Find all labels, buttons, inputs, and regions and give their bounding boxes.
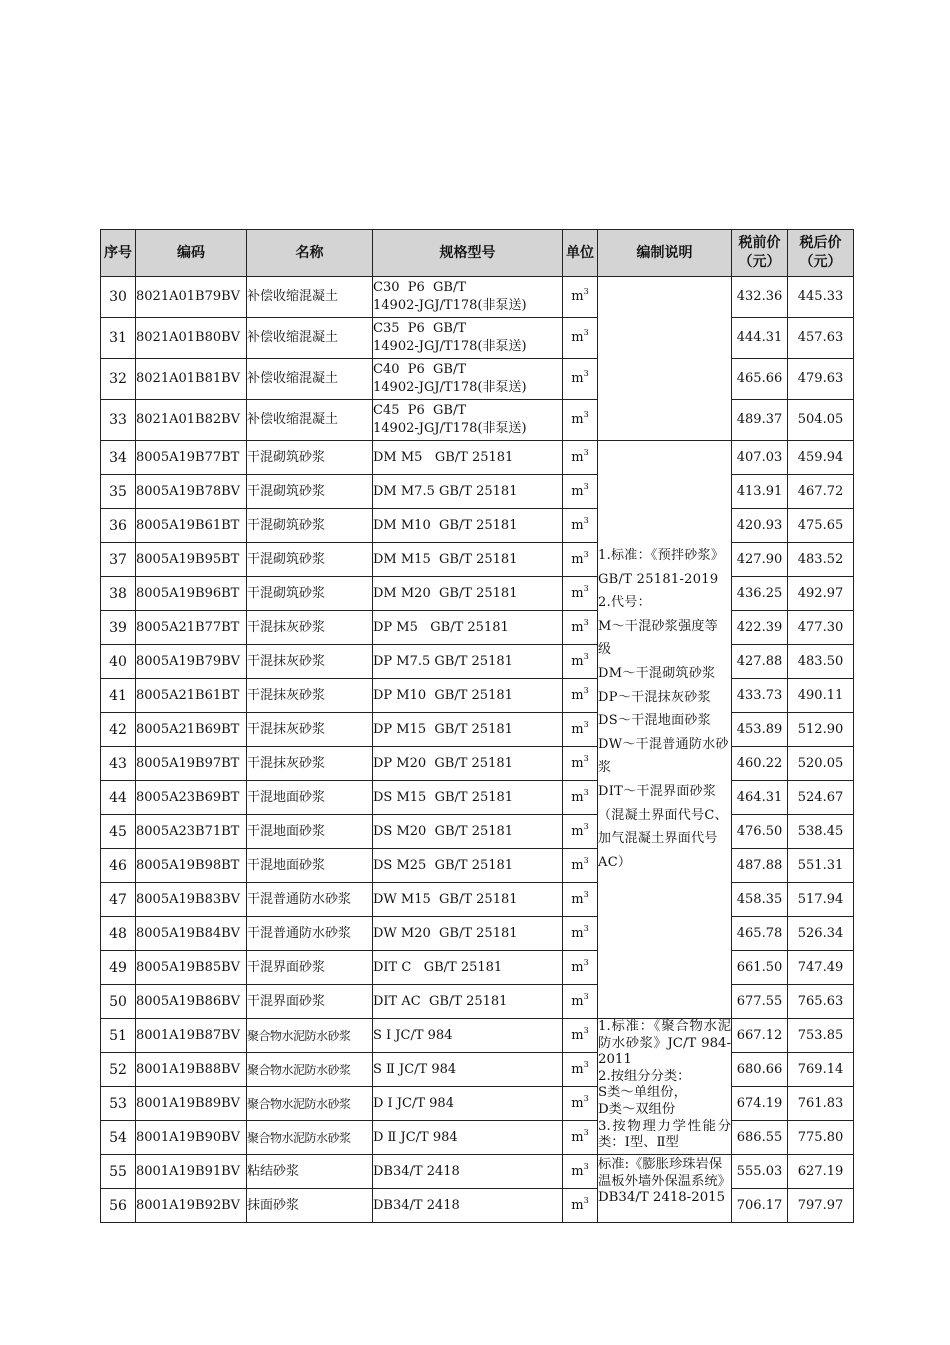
- unit-base: m: [571, 653, 584, 669]
- row-name: 干混砌筑砂浆: [247, 543, 373, 577]
- row-unit: [563, 359, 598, 400]
- unit-power: 3: [583, 328, 589, 337]
- row-name: 补偿收缩混凝土: [247, 359, 373, 400]
- table-row: [101, 277, 854, 318]
- row-post-tax: 761.83: [788, 1087, 854, 1121]
- row-unit: [563, 781, 598, 815]
- unit-power: 3: [583, 515, 589, 525]
- row-pre-tax: 464.31: [732, 781, 788, 815]
- row-spec: DP M7.5 GB/T 25181: [373, 645, 563, 679]
- row-code: 8005A19B98BT: [136, 849, 247, 883]
- row-unit: [563, 1121, 598, 1155]
- unit-base: m: [571, 412, 584, 427]
- row-spec: C30 P6 GB/T 14902-JGJ/T178(非泵送): [373, 277, 563, 318]
- row-pre-tax: 487.88: [732, 849, 788, 883]
- row-seq: 30: [101, 277, 136, 318]
- row-spec: DIT AC GB/T 25181: [373, 985, 563, 1019]
- row-seq: 47: [101, 883, 136, 917]
- row-code: 8005A19B95BT: [136, 543, 247, 577]
- row-seq: 51: [101, 1019, 136, 1053]
- row-spec: DM M5 GB/T 25181: [373, 441, 563, 475]
- row-pre-tax: 432.36: [732, 277, 788, 318]
- row-spec: DB34/T 2418: [373, 1155, 563, 1189]
- unit-power: 3: [583, 685, 589, 695]
- row-pre-tax: 555.03: [732, 1155, 788, 1189]
- header-spec: 规格型号: [373, 230, 563, 277]
- row-post-tax: 765.63: [788, 985, 854, 1019]
- row-seq: 48: [101, 917, 136, 951]
- row-pre-tax: 677.55: [732, 985, 788, 1019]
- row-name: 干混界面砂浆: [247, 985, 373, 1019]
- row-seq: 43: [101, 747, 136, 781]
- row-post-tax: 517.94: [788, 883, 854, 917]
- table-row: [101, 359, 854, 400]
- row-pre-tax: 427.88: [732, 645, 788, 679]
- row-seq: 31: [101, 318, 136, 359]
- row-unit: [563, 747, 598, 781]
- row-name: 补偿收缩混凝土: [247, 277, 373, 318]
- row-code: 8005A23B69BT: [136, 781, 247, 815]
- row-code: 8005A19B77BT: [136, 441, 247, 475]
- row-seq: 55: [101, 1155, 136, 1189]
- unit-base: m: [571, 755, 584, 771]
- row-spec: DP M10 GB/T 25181: [373, 679, 563, 713]
- row-code: 8005A19B84BV: [136, 917, 247, 951]
- row-spec: DS M20 GB/T 25181: [373, 815, 563, 849]
- table-row: [101, 509, 854, 543]
- header-pre-tax: 税前价 （元）: [732, 230, 788, 277]
- row-pre-tax: 444.31: [732, 318, 788, 359]
- row-seq: 33: [101, 400, 136, 441]
- row-spec: DP M15 GB/T 25181: [373, 713, 563, 747]
- row-unit: [563, 1019, 598, 1053]
- row-spec: DW M20 GB/T 25181: [373, 917, 563, 951]
- row-unit: [563, 1189, 598, 1223]
- row-code: 8001A19B88BV: [136, 1053, 247, 1087]
- row-seq: 40: [101, 645, 136, 679]
- row-code: 8021A01B82BV: [136, 400, 247, 441]
- row-post-tax: 747.49: [788, 951, 854, 985]
- row-code: 8021A01B79BV: [136, 277, 247, 318]
- row-name: 补偿收缩混凝土: [247, 318, 373, 359]
- row-post-tax: 512.90: [788, 713, 854, 747]
- row-seq: 50: [101, 985, 136, 1019]
- row-code: 8001A19B90BV: [136, 1121, 247, 1155]
- unit-power: 3: [583, 1127, 589, 1137]
- unit-base: m: [571, 789, 584, 805]
- row-seq: 53: [101, 1087, 136, 1121]
- unit-power: 3: [583, 651, 589, 661]
- row-pre-tax: 465.78: [732, 917, 788, 951]
- row-spec: S Ⅰ JC/T 984: [373, 1019, 563, 1053]
- row-spec: DIT C GB/T 25181: [373, 951, 563, 985]
- row-post-tax: 483.52: [788, 543, 854, 577]
- row-code: 8005A19B97BT: [136, 747, 247, 781]
- unit-power: 3: [583, 719, 589, 729]
- row-code: 8021A01B80BV: [136, 318, 247, 359]
- row-name: 干混地面砂浆: [247, 781, 373, 815]
- row-name: 干混界面砂浆: [247, 951, 373, 985]
- row-pre-tax: 465.66: [732, 359, 788, 400]
- table-row: [101, 849, 854, 883]
- row-spec: DS M25 GB/T 25181: [373, 849, 563, 883]
- row-unit: [563, 1053, 598, 1087]
- row-seq: 36: [101, 509, 136, 543]
- row-post-tax: 524.67: [788, 781, 854, 815]
- row-name: 干混抹灰砂浆: [247, 747, 373, 781]
- row-pre-tax: 706.17: [732, 1189, 788, 1223]
- row-pre-tax: 686.55: [732, 1121, 788, 1155]
- row-spec: DM M7.5 GB/T 25181: [373, 475, 563, 509]
- unit-power: 3: [583, 617, 589, 627]
- row-pre-tax: 427.90: [732, 543, 788, 577]
- row-unit: [563, 917, 598, 951]
- row-post-tax: 479.63: [788, 359, 854, 400]
- unit-base: m: [571, 721, 584, 737]
- row-unit: [563, 277, 598, 318]
- row-seq: 56: [101, 1189, 136, 1223]
- unit-base: m: [571, 1197, 584, 1213]
- row-name: 干混砌筑砂浆: [247, 577, 373, 611]
- unit-base: m: [571, 1027, 584, 1043]
- row-name: 干混抹灰砂浆: [247, 645, 373, 679]
- row-code: 8005A19B61BT: [136, 509, 247, 543]
- row-name: 干混抹灰砂浆: [247, 611, 373, 645]
- table-row: [101, 679, 854, 713]
- unit-base: m: [571, 551, 584, 567]
- note-text: 标准:《膨胀珍珠岩保温板外墙外保温系统》DB34/T 2418-2015: [598, 1157, 731, 1206]
- row-code: 8005A19B86BV: [136, 985, 247, 1019]
- row-post-tax: 457.63: [788, 318, 854, 359]
- row-post-tax: 504.05: [788, 400, 854, 441]
- row-name: 干混地面砂浆: [247, 849, 373, 883]
- row-code: 8005A19B83BV: [136, 883, 247, 917]
- row-pre-tax: 476.50: [732, 815, 788, 849]
- row-spec: S Ⅱ JC/T 984: [373, 1053, 563, 1087]
- unit-power: 3: [583, 1195, 589, 1205]
- row-name: 聚合物水泥防水砂浆: [247, 1121, 373, 1155]
- row-seq: 35: [101, 475, 136, 509]
- header-row: [101, 230, 854, 277]
- row-post-tax: 526.34: [788, 917, 854, 951]
- header-unit: 单位: [563, 230, 598, 277]
- row-seq: 38: [101, 577, 136, 611]
- unit-power: 3: [583, 410, 589, 419]
- table-row: [101, 781, 854, 815]
- table-row: [101, 917, 854, 951]
- row-pre-tax: 680.66: [732, 1053, 788, 1087]
- table-row: [101, 815, 854, 849]
- row-seq: 41: [101, 679, 136, 713]
- row-pre-tax: 661.50: [732, 951, 788, 985]
- unit-base: m: [571, 1163, 584, 1179]
- table-row: [101, 985, 854, 1019]
- table-row: [101, 713, 854, 747]
- table-row: [101, 645, 854, 679]
- row-seq: 39: [101, 611, 136, 645]
- price-table: [100, 229, 854, 1223]
- row-unit: [563, 849, 598, 883]
- unit-power: 3: [583, 583, 589, 593]
- unit-base: m: [571, 517, 584, 533]
- row-code: 8001A19B87BV: [136, 1019, 247, 1053]
- row-post-tax: 797.97: [788, 1189, 854, 1223]
- row-code: 8005A21B77BT: [136, 611, 247, 645]
- unit-base: m: [571, 585, 584, 601]
- row-pre-tax: 422.39: [732, 611, 788, 645]
- unit-base: m: [571, 619, 584, 635]
- row-pre-tax: 674.19: [732, 1087, 788, 1121]
- header-code: 编码: [136, 230, 247, 277]
- unit-base: m: [571, 993, 584, 1009]
- table-row: [101, 1189, 854, 1223]
- table-row: [101, 441, 854, 475]
- row-name: 补偿收缩混凝土: [247, 400, 373, 441]
- row-pre-tax: 420.93: [732, 509, 788, 543]
- row-name: 干混普通防水砂浆: [247, 917, 373, 951]
- table-row: [101, 1121, 854, 1155]
- row-unit: [563, 400, 598, 441]
- row-name: 干混砌筑砂浆: [247, 441, 373, 475]
- unit-power: 3: [583, 855, 589, 865]
- row-spec: D Ⅱ JC/T 984: [373, 1121, 563, 1155]
- unit-base: m: [571, 371, 584, 386]
- row-post-tax: 627.19: [788, 1155, 854, 1189]
- note-text: 1.标准：《预拌砂浆》GB/T 25181-2019 2.代号： M～干混砂浆强度等级 DM～干混砌筑砂浆 DP～干混抹灰砂浆 DS～干混地面砂浆 DW～干混普通防水砂浆 DIT～干混界面砂浆（混凝土界面代号C、加气混凝土界面代号AC）: [598, 548, 729, 870]
- table-row: [101, 318, 854, 359]
- unit-power: 3: [583, 821, 589, 831]
- table-row: [101, 475, 854, 509]
- row-code: 8005A21B61BT: [136, 679, 247, 713]
- note-cell: [598, 1019, 732, 1155]
- table-row: [101, 1019, 854, 1053]
- unit-power: 3: [583, 481, 589, 491]
- row-name: 聚合物水泥防水砂浆: [247, 1053, 373, 1087]
- row-spec: DM M15 GB/T 25181: [373, 543, 563, 577]
- row-post-tax: 490.11: [788, 679, 854, 713]
- unit-power: 3: [583, 369, 589, 378]
- row-spec: DP M5 GB/T 25181: [373, 611, 563, 645]
- row-unit: [563, 679, 598, 713]
- row-post-tax: 492.97: [788, 577, 854, 611]
- unit-power: 3: [583, 287, 589, 296]
- row-post-tax: 753.85: [788, 1019, 854, 1053]
- table-row: [101, 1053, 854, 1087]
- note-cell: [598, 1155, 732, 1223]
- unit-power: 3: [583, 957, 589, 967]
- row-pre-tax: 413.91: [732, 475, 788, 509]
- row-seq: 46: [101, 849, 136, 883]
- row-seq: 49: [101, 951, 136, 985]
- header-seq: 序号: [101, 230, 136, 277]
- row-pre-tax: 433.73: [732, 679, 788, 713]
- header-name: 名称: [247, 230, 373, 277]
- unit-base: m: [571, 483, 584, 499]
- row-unit: [563, 815, 598, 849]
- note-cell: [598, 441, 732, 1019]
- row-post-tax: 483.50: [788, 645, 854, 679]
- row-name: 干混砌筑砂浆: [247, 475, 373, 509]
- unit-power: 3: [583, 991, 589, 1001]
- unit-power: 3: [583, 1025, 589, 1035]
- row-name: 聚合物水泥防水砂浆: [247, 1019, 373, 1053]
- row-seq: 37: [101, 543, 136, 577]
- row-post-tax: 475.65: [788, 509, 854, 543]
- row-unit: [563, 543, 598, 577]
- row-spec: DW M15 GB/T 25181: [373, 883, 563, 917]
- row-post-tax: 551.31: [788, 849, 854, 883]
- row-name: 干混砌筑砂浆: [247, 509, 373, 543]
- row-unit: [563, 951, 598, 985]
- row-name: 抹面砂浆: [247, 1189, 373, 1223]
- row-name: 干混地面砂浆: [247, 815, 373, 849]
- unit-power: 3: [583, 447, 589, 457]
- unit-base: m: [571, 823, 584, 839]
- note-text: 1.标准：《聚合物水泥防水砂浆》JC/T 984-2011 2.按组分分类： S类～单组份， D类～双组份 3.按物理力学性能分类：Ⅰ型、Ⅱ型: [598, 1019, 731, 1151]
- table-row: [101, 1155, 854, 1189]
- row-name: 干混抹灰砂浆: [247, 679, 373, 713]
- row-spec: DS M15 GB/T 25181: [373, 781, 563, 815]
- row-spec: DB34/T 2418: [373, 1189, 563, 1223]
- row-unit: [563, 645, 598, 679]
- row-unit: [563, 577, 598, 611]
- table-row: [101, 1087, 854, 1121]
- unit-base: m: [571, 959, 584, 975]
- row-seq: 45: [101, 815, 136, 849]
- row-unit: [563, 318, 598, 359]
- row-spec: C45 P6 GB/T 14902-JGJ/T178(非泵送): [373, 400, 563, 441]
- row-pre-tax: 407.03: [732, 441, 788, 475]
- row-code: 8005A19B79BV: [136, 645, 247, 679]
- row-seq: 52: [101, 1053, 136, 1087]
- row-name: 聚合物水泥防水砂浆: [247, 1087, 373, 1121]
- unit-base: m: [571, 449, 584, 465]
- unit-power: 3: [583, 753, 589, 763]
- unit-base: m: [571, 330, 584, 345]
- unit-base: m: [571, 1095, 584, 1111]
- row-unit: [563, 713, 598, 747]
- row-code: 8005A19B96BT: [136, 577, 247, 611]
- header-post-tax: 税后价 （元）: [788, 230, 854, 277]
- row-post-tax: 520.05: [788, 747, 854, 781]
- row-pre-tax: 667.12: [732, 1019, 788, 1053]
- row-code: 8021A01B81BV: [136, 359, 247, 400]
- row-unit: [563, 1155, 598, 1189]
- unit-base: m: [571, 891, 584, 907]
- table-row: [101, 577, 854, 611]
- row-post-tax: 459.94: [788, 441, 854, 475]
- row-code: 8001A19B91BV: [136, 1155, 247, 1189]
- header-note: 编制说明: [598, 230, 732, 277]
- row-code: 8001A19B92BV: [136, 1189, 247, 1223]
- row-unit: [563, 509, 598, 543]
- row-post-tax: 445.33: [788, 277, 854, 318]
- row-unit: [563, 611, 598, 645]
- row-code: 8005A21B69BT: [136, 713, 247, 747]
- row-unit: [563, 883, 598, 917]
- unit-power: 3: [583, 923, 589, 933]
- table-row: [101, 543, 854, 577]
- row-pre-tax: 453.89: [732, 713, 788, 747]
- row-unit: [563, 475, 598, 509]
- unit-power: 3: [583, 889, 589, 899]
- row-name: 粘结砂浆: [247, 1155, 373, 1189]
- row-code: 8005A19B78BV: [136, 475, 247, 509]
- row-post-tax: 477.30: [788, 611, 854, 645]
- row-unit: [563, 441, 598, 475]
- row-spec: D Ⅰ JC/T 984: [373, 1087, 563, 1121]
- row-pre-tax: 460.22: [732, 747, 788, 781]
- table-row: [101, 400, 854, 441]
- row-name: 干混普通防水砂浆: [247, 883, 373, 917]
- table-row: [101, 883, 854, 917]
- unit-power: 3: [583, 549, 589, 559]
- row-spec: C35 P6 GB/T 14902-JGJ/T178(非泵送): [373, 318, 563, 359]
- row-post-tax: 538.45: [788, 815, 854, 849]
- unit-base: m: [571, 289, 584, 304]
- unit-base: m: [571, 1129, 584, 1145]
- row-spec: DP M20 GB/T 25181: [373, 747, 563, 781]
- unit-power: 3: [583, 1161, 589, 1171]
- row-pre-tax: 458.35: [732, 883, 788, 917]
- row-unit: [563, 985, 598, 1019]
- row-seq: 32: [101, 359, 136, 400]
- row-seq: 44: [101, 781, 136, 815]
- unit-power: 3: [583, 787, 589, 797]
- row-seq: 42: [101, 713, 136, 747]
- table-row: [101, 611, 854, 645]
- row-spec: DM M20 GB/T 25181: [373, 577, 563, 611]
- row-post-tax: 769.14: [788, 1053, 854, 1087]
- row-code: 8005A23B71BT: [136, 815, 247, 849]
- unit-base: m: [571, 1061, 584, 1077]
- row-pre-tax: 436.25: [732, 577, 788, 611]
- unit-power: 3: [583, 1059, 589, 1069]
- table-row: [101, 747, 854, 781]
- row-code: 8001A19B89BV: [136, 1087, 247, 1121]
- row-seq: 54: [101, 1121, 136, 1155]
- unit-base: m: [571, 857, 584, 873]
- unit-base: m: [571, 925, 584, 941]
- row-code: 8005A19B85BV: [136, 951, 247, 985]
- unit-base: m: [571, 687, 584, 703]
- row-spec: C40 P6 GB/T 14902-JGJ/T178(非泵送): [373, 359, 563, 400]
- row-post-tax: 775.80: [788, 1121, 854, 1155]
- row-name: 干混抹灰砂浆: [247, 713, 373, 747]
- unit-power: 3: [583, 1093, 589, 1103]
- row-pre-tax: 489.37: [732, 400, 788, 441]
- row-unit: [563, 1087, 598, 1121]
- table-row: [101, 951, 854, 985]
- row-spec: DM M10 GB/T 25181: [373, 509, 563, 543]
- note-cell: [598, 277, 732, 441]
- row-seq: 34: [101, 441, 136, 475]
- row-post-tax: 467.72: [788, 475, 854, 509]
